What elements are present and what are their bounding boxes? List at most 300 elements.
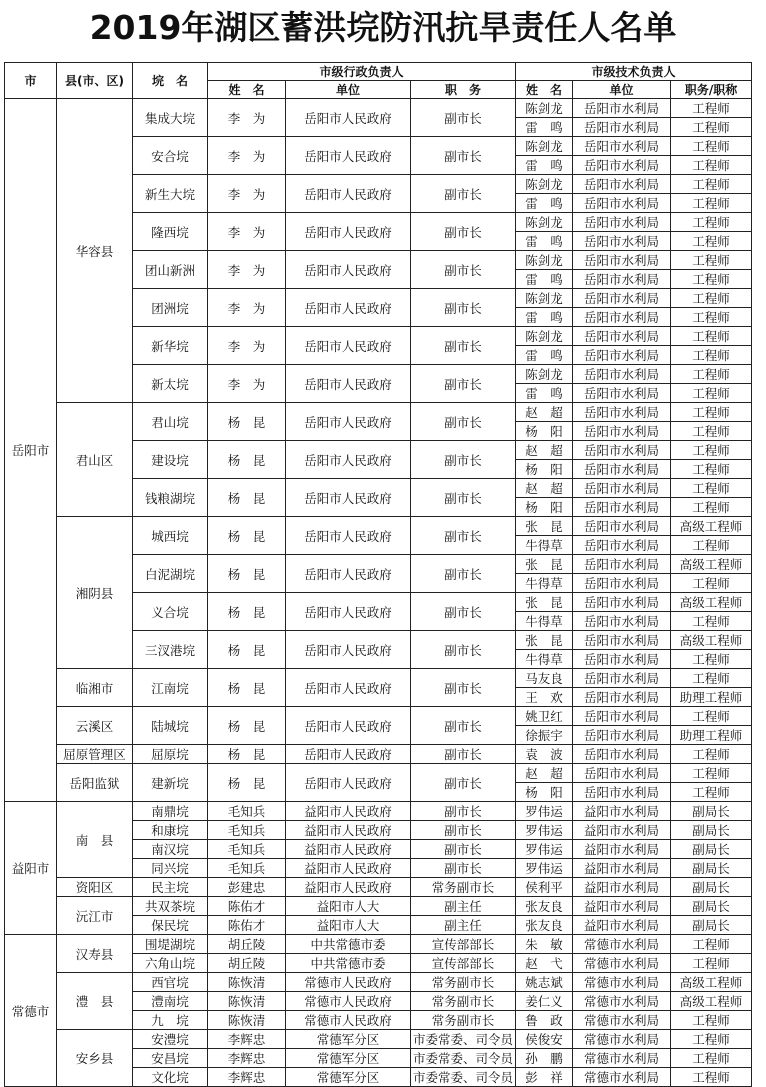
tech-unit-cell: 益阳市水利局 (573, 878, 671, 897)
tech-title-cell: 副局长 (671, 821, 752, 840)
tech-title-cell: 副局长 (671, 802, 752, 821)
admin-unit-cell: 岳阳市人民政府 (286, 175, 411, 213)
admin-unit-cell: 岳阳市人民政府 (286, 99, 411, 137)
county-cell: 澧 县 (57, 973, 133, 1030)
tech-unit-cell: 岳阳市水利局 (573, 403, 671, 422)
admin-unit-cell: 中共常德市委 (286, 935, 411, 954)
tech-title-cell: 工程师 (671, 99, 752, 118)
tech-name-cell: 牛得草 (516, 650, 573, 669)
polder-name-cell: 团山新洲 (133, 251, 208, 289)
tech-title-cell: 工程师 (671, 137, 752, 156)
admin-position-cell: 副市长 (411, 289, 516, 327)
tech-unit-cell: 岳阳市水利局 (573, 631, 671, 650)
tech-unit-cell: 岳阳市水利局 (573, 688, 671, 707)
admin-unit-cell: 常德市人民政府 (286, 973, 411, 992)
tech-title-cell: 工程师 (671, 156, 752, 175)
tech-title-cell: 工程师 (671, 479, 752, 498)
admin-unit-cell: 常德军分区 (286, 1068, 411, 1087)
admin-unit-cell: 岳阳市人民政府 (286, 479, 411, 517)
city-cell: 益阳市 (5, 802, 57, 935)
admin-name-cell: 毛知兵 (208, 840, 286, 859)
table-row (5, 403, 752, 422)
admin-position-cell: 常务副市长 (411, 992, 516, 1011)
admin-position-cell: 副市长 (411, 707, 516, 745)
tech-title-cell: 工程师 (671, 346, 752, 365)
admin-position-cell: 副市长 (411, 764, 516, 802)
admin-name-cell: 杨 昆 (208, 631, 286, 669)
admin-name-cell: 毛知兵 (208, 802, 286, 821)
tech-title-cell: 副局长 (671, 878, 752, 897)
tech-title-cell: 工程师 (671, 384, 752, 403)
table-row (5, 517, 752, 536)
polder-name-cell: 义合垸 (133, 593, 208, 631)
admin-name-cell: 彭建忠 (208, 878, 286, 897)
polder-name-cell: 白泥湖垸 (133, 555, 208, 593)
polder-name-cell: 集成大垸 (133, 99, 208, 137)
admin-name-cell: 杨 昆 (208, 745, 286, 764)
tech-unit-cell: 益阳市水利局 (573, 859, 671, 878)
admin-name-cell: 陈佑才 (208, 916, 286, 935)
tech-unit-cell: 常德市水利局 (573, 1068, 671, 1087)
admin-position-cell: 副市长 (411, 175, 516, 213)
polder-name-cell: 文化垸 (133, 1068, 208, 1087)
tech-name-cell: 雷 鸣 (516, 194, 573, 213)
county-cell: 岳阳监狱 (57, 764, 133, 802)
table-body (5, 99, 752, 1087)
polder-name-cell: 南鼎垸 (133, 802, 208, 821)
tech-title-cell: 副局长 (671, 840, 752, 859)
admin-name-cell: 杨 昆 (208, 764, 286, 802)
admin-name-cell: 杨 昆 (208, 441, 286, 479)
admin-unit-cell: 岳阳市人民政府 (286, 403, 411, 441)
tech-title-cell: 工程师 (671, 1049, 752, 1068)
tech-unit-cell: 岳阳市水利局 (573, 612, 671, 631)
tech-title-cell: 工程师 (671, 365, 752, 384)
polder-name-cell: 新生大垸 (133, 175, 208, 213)
tech-name-cell: 雷 鸣 (516, 270, 573, 289)
header-admin-position: 职 务 (411, 81, 516, 99)
tech-title-cell: 工程师 (671, 308, 752, 327)
tech-title-cell: 工程师 (671, 783, 752, 802)
tech-name-cell: 姚志斌 (516, 973, 573, 992)
county-cell: 华容县 (57, 99, 133, 403)
tech-title-cell: 工程师 (671, 612, 752, 631)
admin-position-cell: 副市长 (411, 821, 516, 840)
admin-position-cell: 常务副市长 (411, 878, 516, 897)
table-row (5, 973, 752, 992)
admin-name-cell: 李 为 (208, 365, 286, 403)
admin-name-cell: 陈恢清 (208, 973, 286, 992)
admin-position-cell: 宣传部部长 (411, 935, 516, 954)
tech-title-cell: 高级工程师 (671, 517, 752, 536)
admin-name-cell: 陈恢清 (208, 992, 286, 1011)
tech-unit-cell: 岳阳市水利局 (573, 669, 671, 688)
tech-title-cell: 助理工程师 (671, 726, 752, 745)
polder-name-cell: 屈原垸 (133, 745, 208, 764)
tech-title-cell: 工程师 (671, 175, 752, 194)
tech-unit-cell: 岳阳市水利局 (573, 346, 671, 365)
tech-title-cell: 工程师 (671, 460, 752, 479)
admin-name-cell: 毛知兵 (208, 821, 286, 840)
header-admin-group: 市级行政负责人 (208, 63, 516, 81)
admin-unit-cell: 益阳市人民政府 (286, 821, 411, 840)
tech-name-cell: 陈剑龙 (516, 175, 573, 194)
tech-unit-cell: 岳阳市水利局 (573, 422, 671, 441)
polder-name-cell: 江南垸 (133, 669, 208, 707)
tech-unit-cell: 常德市水利局 (573, 1011, 671, 1030)
admin-unit-cell: 岳阳市人民政府 (286, 251, 411, 289)
tech-title-cell: 工程师 (671, 764, 752, 783)
admin-position-cell: 副市长 (411, 327, 516, 365)
admin-unit-cell: 岳阳市人民政府 (286, 137, 411, 175)
header-city: 市 (5, 63, 57, 99)
admin-name-cell: 杨 昆 (208, 555, 286, 593)
admin-name-cell: 李 为 (208, 175, 286, 213)
tech-unit-cell: 岳阳市水利局 (573, 593, 671, 612)
tech-name-cell: 罗伟运 (516, 821, 573, 840)
admin-position-cell: 副市长 (411, 517, 516, 555)
tech-title-cell: 工程师 (671, 1068, 752, 1087)
tech-name-cell: 张 昆 (516, 555, 573, 574)
tech-name-cell: 雷 鸣 (516, 118, 573, 137)
tech-title-cell: 工程师 (671, 498, 752, 517)
tech-unit-cell: 益阳市水利局 (573, 802, 671, 821)
polder-name-cell: 钱粮湖垸 (133, 479, 208, 517)
tech-title-cell: 副局长 (671, 859, 752, 878)
tech-name-cell: 侯俊安 (516, 1030, 573, 1049)
tech-unit-cell: 岳阳市水利局 (573, 308, 671, 327)
tech-unit-cell: 岳阳市水利局 (573, 574, 671, 593)
polder-name-cell: 三汊港垸 (133, 631, 208, 669)
tech-title-cell: 工程师 (671, 1030, 752, 1049)
admin-position-cell: 副市长 (411, 859, 516, 878)
tech-title-cell: 工程师 (671, 441, 752, 460)
tech-name-cell: 赵 超 (516, 441, 573, 460)
tech-unit-cell: 岳阳市水利局 (573, 650, 671, 669)
admin-position-cell: 副市长 (411, 593, 516, 631)
tech-title-cell: 工程师 (671, 289, 752, 308)
county-cell: 资阳区 (57, 878, 133, 897)
admin-unit-cell: 岳阳市人民政府 (286, 289, 411, 327)
tech-unit-cell: 岳阳市水利局 (573, 441, 671, 460)
admin-position-cell: 副市长 (411, 137, 516, 175)
polder-name-cell: 安昌垸 (133, 1049, 208, 1068)
admin-name-cell: 陈佑才 (208, 897, 286, 916)
tech-title-cell: 工程师 (671, 745, 752, 764)
tech-name-cell: 侯利平 (516, 878, 573, 897)
tech-title-cell: 副局长 (671, 916, 752, 935)
polder-name-cell: 建新垸 (133, 764, 208, 802)
admin-unit-cell: 岳阳市人民政府 (286, 555, 411, 593)
tech-name-cell: 徐振宇 (516, 726, 573, 745)
polder-name-cell: 西官垸 (133, 973, 208, 992)
tech-name-cell: 雷 鸣 (516, 156, 573, 175)
admin-name-cell: 陈恢清 (208, 1011, 286, 1030)
polder-name-cell: 城西垸 (133, 517, 208, 555)
admin-name-cell: 杨 昆 (208, 403, 286, 441)
tech-title-cell: 工程师 (671, 707, 752, 726)
admin-position-cell: 市委常委、司令员 (411, 1049, 516, 1068)
county-cell: 安乡县 (57, 1030, 133, 1087)
admin-name-cell: 李 为 (208, 137, 286, 175)
tech-name-cell: 王 欢 (516, 688, 573, 707)
polder-name-cell: 隆西垸 (133, 213, 208, 251)
tech-title-cell: 高级工程师 (671, 973, 752, 992)
table-row (5, 802, 752, 821)
tech-name-cell: 彭 祥 (516, 1068, 573, 1087)
polder-name-cell: 建设垸 (133, 441, 208, 479)
admin-position-cell: 副市长 (411, 403, 516, 441)
tech-unit-cell: 岳阳市水利局 (573, 479, 671, 498)
polder-name-cell: 新华垸 (133, 327, 208, 365)
county-cell: 沅江市 (57, 897, 133, 935)
tech-unit-cell: 岳阳市水利局 (573, 270, 671, 289)
table-row (5, 935, 752, 954)
tech-unit-cell: 常德市水利局 (573, 973, 671, 992)
table-row (5, 1030, 752, 1049)
admin-unit-cell: 常德军分区 (286, 1030, 411, 1049)
tech-title-cell: 工程师 (671, 669, 752, 688)
tech-title-cell: 工程师 (671, 935, 752, 954)
admin-position-cell: 副市长 (411, 99, 516, 137)
admin-unit-cell: 常德市人民政府 (286, 1011, 411, 1030)
admin-unit-cell: 岳阳市人民政府 (286, 365, 411, 403)
tech-name-cell: 雷 鸣 (516, 384, 573, 403)
admin-name-cell: 李 为 (208, 289, 286, 327)
tech-unit-cell: 岳阳市水利局 (573, 726, 671, 745)
admin-unit-cell: 岳阳市人民政府 (286, 764, 411, 802)
tech-unit-cell: 岳阳市水利局 (573, 213, 671, 232)
admin-unit-cell: 益阳市人民政府 (286, 840, 411, 859)
polder-name-cell: 共双茶垸 (133, 897, 208, 916)
admin-unit-cell: 岳阳市人民政府 (286, 745, 411, 764)
responsibility-table (4, 62, 752, 1087)
tech-name-cell: 罗伟运 (516, 859, 573, 878)
polder-name-cell: 九 垸 (133, 1011, 208, 1030)
tech-title-cell: 工程师 (671, 422, 752, 441)
admin-unit-cell: 中共常德市委 (286, 954, 411, 973)
tech-name-cell: 牛得草 (516, 612, 573, 631)
polder-name-cell: 围堤湖垸 (133, 935, 208, 954)
tech-title-cell: 工程师 (671, 270, 752, 289)
tech-name-cell: 罗伟运 (516, 802, 573, 821)
admin-unit-cell: 益阳市人民政府 (286, 859, 411, 878)
polder-name-cell: 保民垸 (133, 916, 208, 935)
admin-name-cell: 李 为 (208, 99, 286, 137)
tech-title-cell: 工程师 (671, 403, 752, 422)
tech-unit-cell: 岳阳市水利局 (573, 251, 671, 270)
tech-unit-cell: 常德市水利局 (573, 1049, 671, 1068)
admin-name-cell: 李辉忠 (208, 1030, 286, 1049)
tech-name-cell: 袁 波 (516, 745, 573, 764)
tech-unit-cell: 岳阳市水利局 (573, 555, 671, 574)
admin-unit-cell: 常德市人民政府 (286, 992, 411, 1011)
tech-unit-cell: 岳阳市水利局 (573, 175, 671, 194)
table-row (5, 707, 752, 726)
tech-unit-cell: 益阳市水利局 (573, 840, 671, 859)
city-cell: 常德市 (5, 935, 57, 1087)
admin-position-cell: 副市长 (411, 745, 516, 764)
admin-unit-cell: 益阳市人民政府 (286, 802, 411, 821)
tech-title-cell: 工程师 (671, 213, 752, 232)
tech-name-cell: 张 昆 (516, 631, 573, 650)
admin-name-cell: 胡丘陵 (208, 954, 286, 973)
city-cell: 岳阳市 (5, 99, 57, 802)
admin-position-cell: 市委常委、司令员 (411, 1030, 516, 1049)
tech-title-cell: 工程师 (671, 1011, 752, 1030)
tech-name-cell: 杨 阳 (516, 460, 573, 479)
tech-name-cell: 张友良 (516, 916, 573, 935)
page-title: 2019年湖区蓄洪垸防汛抗旱责任人名单 (89, 8, 677, 47)
admin-unit-cell: 岳阳市人民政府 (286, 327, 411, 365)
polder-name-cell: 安合垸 (133, 137, 208, 175)
tech-title-cell: 工程师 (671, 232, 752, 251)
polder-name-cell: 和康垸 (133, 821, 208, 840)
tech-title-cell: 工程师 (671, 536, 752, 555)
tech-unit-cell: 岳阳市水利局 (573, 517, 671, 536)
tech-unit-cell: 岳阳市水利局 (573, 498, 671, 517)
header-admin-unit: 单位 (286, 81, 411, 99)
tech-unit-cell: 岳阳市水利局 (573, 327, 671, 346)
admin-position-cell: 市委常委、司令员 (411, 1068, 516, 1087)
tech-name-cell: 陈剑龙 (516, 327, 573, 346)
tech-unit-cell: 益阳市水利局 (573, 897, 671, 916)
admin-unit-cell: 岳阳市人民政府 (286, 213, 411, 251)
table-row (5, 897, 752, 916)
admin-unit-cell: 常德军分区 (286, 1049, 411, 1068)
tech-name-cell: 陈剑龙 (516, 213, 573, 232)
tech-unit-cell: 岳阳市水利局 (573, 118, 671, 137)
tech-name-cell: 雷 鸣 (516, 308, 573, 327)
admin-position-cell: 副市长 (411, 441, 516, 479)
admin-name-cell: 李 为 (208, 327, 286, 365)
header-tech-name: 姓 名 (516, 81, 573, 99)
admin-position-cell: 副主任 (411, 916, 516, 935)
header-county: 县(市、区) (57, 63, 133, 99)
tech-unit-cell: 岳阳市水利局 (573, 365, 671, 384)
admin-unit-cell: 岳阳市人民政府 (286, 517, 411, 555)
admin-unit-cell: 益阳市人大 (286, 897, 411, 916)
tech-name-cell: 陈剑龙 (516, 99, 573, 118)
tech-title-cell: 工程师 (671, 574, 752, 593)
tech-name-cell: 孙 鹏 (516, 1049, 573, 1068)
tech-name-cell: 陈剑龙 (516, 365, 573, 384)
tech-unit-cell: 益阳市水利局 (573, 916, 671, 935)
admin-position-cell: 副市长 (411, 213, 516, 251)
header-tech-unit: 单位 (573, 81, 671, 99)
tech-name-cell: 马友良 (516, 669, 573, 688)
admin-name-cell: 杨 昆 (208, 479, 286, 517)
admin-unit-cell: 益阳市人民政府 (286, 878, 411, 897)
admin-name-cell: 李 为 (208, 213, 286, 251)
admin-name-cell: 李辉忠 (208, 1068, 286, 1087)
tech-name-cell: 杨 阳 (516, 498, 573, 517)
tech-unit-cell: 岳阳市水利局 (573, 194, 671, 213)
admin-position-cell: 副市长 (411, 840, 516, 859)
admin-position-cell: 宣传部部长 (411, 954, 516, 973)
polder-name-cell: 澧南垸 (133, 992, 208, 1011)
tech-title-cell: 工程师 (671, 194, 752, 213)
tech-name-cell: 赵 弋 (516, 954, 573, 973)
tech-unit-cell: 常德市水利局 (573, 935, 671, 954)
header-tech-title: 职务/职称 (671, 81, 752, 99)
tech-name-cell: 赵 超 (516, 764, 573, 783)
admin-name-cell: 李辉忠 (208, 1049, 286, 1068)
polder-name-cell: 陆城垸 (133, 707, 208, 745)
tech-unit-cell: 岳阳市水利局 (573, 764, 671, 783)
polder-name-cell: 南汉垸 (133, 840, 208, 859)
admin-unit-cell: 岳阳市人民政府 (286, 631, 411, 669)
polder-name-cell: 同兴垸 (133, 859, 208, 878)
tech-unit-cell: 岳阳市水利局 (573, 536, 671, 555)
tech-title-cell: 工程师 (671, 327, 752, 346)
polder-name-cell: 新太垸 (133, 365, 208, 403)
tech-name-cell: 赵 超 (516, 479, 573, 498)
admin-position-cell: 常务副市长 (411, 973, 516, 992)
admin-position-cell: 副主任 (411, 897, 516, 916)
admin-name-cell: 胡丘陵 (208, 935, 286, 954)
tech-name-cell: 张友良 (516, 897, 573, 916)
tech-unit-cell: 益阳市水利局 (573, 821, 671, 840)
tech-unit-cell: 岳阳市水利局 (573, 137, 671, 156)
tech-title-cell: 高级工程师 (671, 631, 752, 650)
admin-position-cell: 副市长 (411, 365, 516, 403)
tech-unit-cell: 岳阳市水利局 (573, 745, 671, 764)
tech-title-cell: 工程师 (671, 118, 752, 137)
polder-name-cell: 民主垸 (133, 878, 208, 897)
tech-unit-cell: 岳阳市水利局 (573, 289, 671, 308)
admin-position-cell: 常务副市长 (411, 1011, 516, 1030)
header-polder: 垸 名 (133, 63, 208, 99)
admin-name-cell: 杨 昆 (208, 517, 286, 555)
admin-position-cell: 副市长 (411, 802, 516, 821)
tech-title-cell: 工程师 (671, 251, 752, 270)
tech-name-cell: 陈剑龙 (516, 251, 573, 270)
polder-name-cell: 六角山垸 (133, 954, 208, 973)
admin-unit-cell: 益阳市人大 (286, 916, 411, 935)
admin-position-cell: 副市长 (411, 479, 516, 517)
tech-unit-cell: 常德市水利局 (573, 954, 671, 973)
county-cell: 君山区 (57, 403, 133, 517)
tech-unit-cell: 常德市水利局 (573, 992, 671, 1011)
county-cell: 汉寿县 (57, 935, 133, 973)
county-cell: 屈原管理区 (57, 745, 133, 764)
admin-position-cell: 副市长 (411, 631, 516, 669)
county-cell: 云溪区 (57, 707, 133, 745)
tech-name-cell: 鲁 政 (516, 1011, 573, 1030)
table-row (5, 764, 752, 783)
tech-unit-cell: 常德市水利局 (573, 1030, 671, 1049)
tech-title-cell: 副局长 (671, 897, 752, 916)
tech-title-cell: 工程师 (671, 954, 752, 973)
admin-unit-cell: 岳阳市人民政府 (286, 593, 411, 631)
tech-name-cell: 杨 阳 (516, 783, 573, 802)
admin-unit-cell: 岳阳市人民政府 (286, 669, 411, 707)
tech-unit-cell: 岳阳市水利局 (573, 156, 671, 175)
table-row (5, 669, 752, 688)
tech-name-cell: 雷 鸣 (516, 232, 573, 251)
tech-name-cell: 牛得草 (516, 536, 573, 555)
admin-unit-cell: 岳阳市人民政府 (286, 441, 411, 479)
county-cell: 湘阴县 (57, 517, 133, 669)
tech-name-cell: 陈剑龙 (516, 137, 573, 156)
admin-name-cell: 杨 昆 (208, 669, 286, 707)
tech-name-cell: 雷 鸣 (516, 346, 573, 365)
tech-unit-cell: 岳阳市水利局 (573, 232, 671, 251)
polder-name-cell: 君山垸 (133, 403, 208, 441)
tech-name-cell: 姜仁义 (516, 992, 573, 1011)
tech-unit-cell: 岳阳市水利局 (573, 460, 671, 479)
